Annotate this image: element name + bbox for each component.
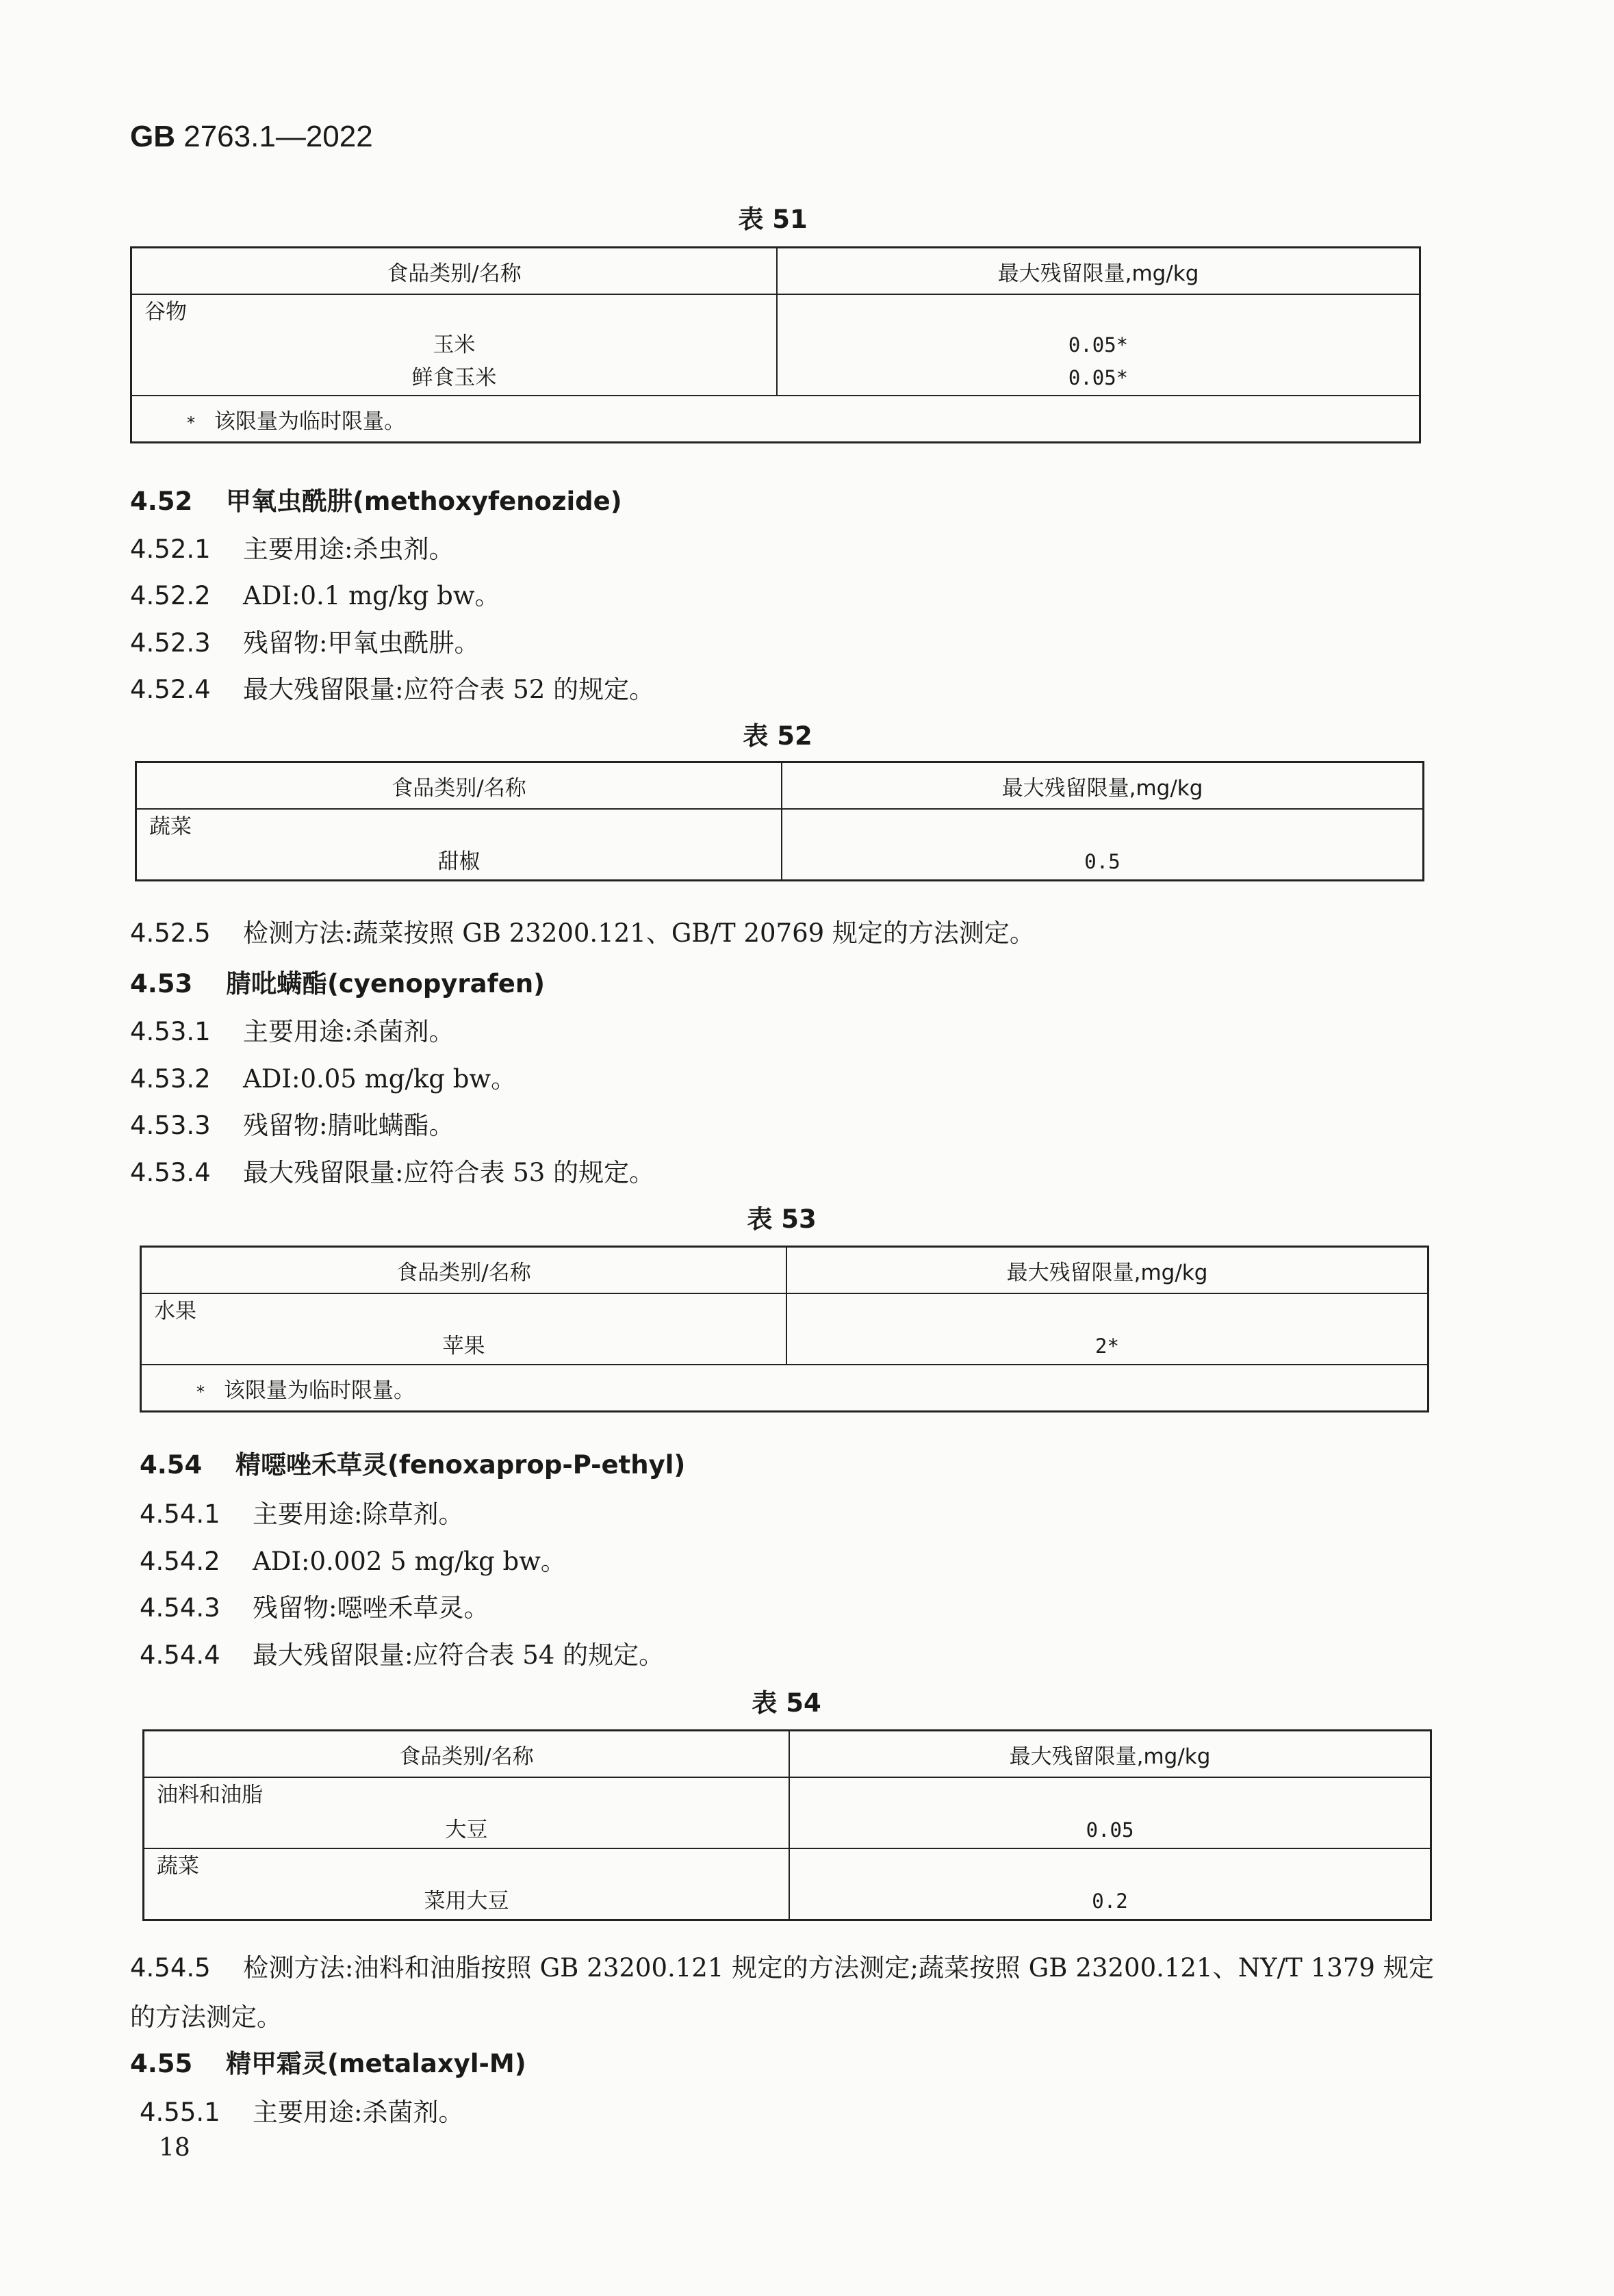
limit-value: 0.05* (1068, 366, 1129, 389)
section-title: 腈吡螨酯(cyenopyrafen) (226, 969, 546, 998)
clause (130, 669, 654, 706)
clause (140, 1587, 489, 1624)
limit-value: 0.5 (1084, 850, 1120, 873)
section-heading (130, 480, 622, 517)
table-header-limit: 最大残留限量,mg/kg (786, 1247, 1429, 1294)
clause-number: 4.55.1 (140, 2098, 220, 2127)
clause-number: 4.54.1 (140, 1499, 220, 1529)
section-number: 4.54 (140, 1450, 203, 1480)
limit-value: 0.2 (1092, 1889, 1128, 1913)
table-52 (135, 761, 1424, 881)
table-53 (140, 1246, 1429, 1413)
table-53-caption: 表 53 (747, 1204, 817, 1234)
clause (140, 1493, 463, 1530)
clause-text: 检测方法:油料和油脂按照 GB 23200.121 规定的方法测定;蔬菜按照 GB 23200.121、NY/T 1379 规定的方法测定。 (130, 1953, 1434, 2032)
footnote-text: 该限量为临时限量。 (224, 1378, 415, 1403)
table-row (136, 809, 1424, 881)
clause (130, 1011, 454, 1048)
clause-number: 4.53.3 (130, 1111, 211, 1140)
food-name: 菜用大豆 (424, 1889, 509, 1913)
section-number: 4.52 (130, 487, 193, 516)
section-heading (130, 2043, 526, 2080)
food-name: 鲜食玉米 (411, 365, 497, 390)
clause-number: 4.52.3 (130, 628, 211, 658)
table-header-food: 食品类别/名称 (131, 248, 778, 295)
page-number: 18 (159, 2134, 190, 2162)
clause-number: 4.52.1 (130, 534, 211, 564)
table-51 (130, 246, 1421, 443)
food-name: 甜椒 (437, 849, 481, 874)
clause (140, 2091, 463, 2128)
clause-number: 4.52.2 (130, 581, 211, 610)
food-name: 大豆 (445, 1818, 488, 1842)
clause (130, 912, 1035, 949)
clause-number: 4.53.2 (130, 1064, 211, 1094)
table-row (144, 1848, 1431, 1920)
clause-text: ADI:0.1 mg/kg bw。 (243, 581, 500, 610)
clause (130, 622, 479, 659)
clause-number: 4.52.4 (130, 675, 211, 704)
clause-number: 4.53.4 (130, 1158, 211, 1187)
clause (130, 1058, 516, 1095)
standard-id (130, 120, 373, 154)
clause (130, 528, 454, 565)
table-row (131, 294, 1420, 396)
food-category: 蔬菜 (157, 1854, 199, 1879)
section-title: 甲氧虫酰肼(methoxyfenozide) (226, 487, 622, 516)
clause-text: 检测方法:蔬菜按照 GB 23200.121、GB/T 20769 规定的方法测定。 (243, 918, 1035, 948)
table-header-food: 食品类别/名称 (141, 1247, 787, 1294)
clause-text: 主要用途:杀菌剂。 (243, 1017, 454, 1046)
footnote-text: 该限量为临时限量。 (214, 409, 405, 434)
clause-number: 4.54.5 (130, 1953, 211, 1983)
clause-text: ADI:0.05 mg/kg bw。 (243, 1064, 517, 1094)
clause (130, 575, 500, 612)
standard-number: 2763.1—2022 (183, 120, 373, 153)
clause-text: 残留物:甲氧虫酰肼。 (243, 628, 480, 658)
clause-text: 主要用途:杀菌剂。 (253, 2098, 464, 2127)
table-row (144, 1777, 1431, 1848)
section-number: 4.53 (130, 969, 193, 998)
clause-number: 4.52.5 (130, 918, 211, 948)
table-footnote (131, 396, 1420, 443)
table-row (141, 1293, 1429, 1365)
table-footnote (141, 1365, 1429, 1412)
clause-number: 4.53.1 (130, 1017, 211, 1046)
clause-number: 4.54.3 (140, 1593, 220, 1623)
limit-value: 0.05* (1068, 333, 1129, 357)
clause-text: 残留物:腈吡螨酯。 (243, 1111, 454, 1140)
table-header-limit: 最大残留限量,mg/kg (782, 762, 1424, 810)
limit-value: 2* (1095, 1334, 1119, 1358)
table-header-limit: 最大残留限量,mg/kg (777, 248, 1420, 295)
clause-text: ADI:0.002 5 mg/kg bw。 (253, 1547, 566, 1576)
table-header-limit: 最大残留限量,mg/kg (789, 1731, 1431, 1778)
clause-text: 最大残留限量:应符合表 53 的规定。 (243, 1158, 655, 1187)
clause-text: 最大残留限量:应符合表 54 的规定。 (253, 1640, 665, 1670)
clause (130, 1152, 654, 1189)
section-heading (140, 1444, 685, 1481)
clause-text: 主要用途:除草剂。 (253, 1499, 464, 1529)
clause (130, 1944, 1434, 2042)
clause-number: 4.54.2 (140, 1547, 220, 1576)
food-name: 苹果 (442, 1334, 485, 1358)
table-54-caption: 表 54 (752, 1688, 821, 1718)
food-category: 油料和油脂 (157, 1783, 263, 1807)
clause-text: 最大残留限量:应符合表 52 的规定。 (243, 675, 655, 704)
footnote-mark: * (187, 413, 195, 433)
section-title: 精噁唑禾草灵(fenoxaprop-P-ethyl) (235, 1450, 686, 1480)
standard-code: GB (130, 120, 175, 153)
food-category: 谷物 (144, 300, 187, 324)
clause (140, 1540, 566, 1577)
food-category: 蔬菜 (149, 814, 192, 839)
food-category: 水果 (154, 1299, 196, 1324)
clause-number: 4.54.4 (140, 1640, 220, 1670)
clause-text: 主要用途:杀虫剂。 (243, 534, 454, 564)
section-title: 精甲霜灵(metalaxyl-M) (226, 2049, 526, 2078)
table-51-caption: 表 51 (738, 205, 808, 234)
table-header-food: 食品类别/名称 (144, 1731, 790, 1778)
footnote-mark: * (196, 1382, 205, 1402)
limit-value: 0.05 (1086, 1818, 1134, 1842)
section-number: 4.55 (130, 2049, 193, 2078)
clause (140, 1634, 664, 1671)
table-52-caption: 表 52 (743, 721, 812, 751)
food-name: 玉米 (433, 333, 476, 357)
clause (130, 1105, 454, 1141)
table-54 (142, 1729, 1432, 1921)
section-heading (130, 963, 545, 1000)
clause-text: 残留物:噁唑禾草灵。 (253, 1593, 489, 1623)
table-header-food: 食品类别/名称 (136, 762, 782, 810)
